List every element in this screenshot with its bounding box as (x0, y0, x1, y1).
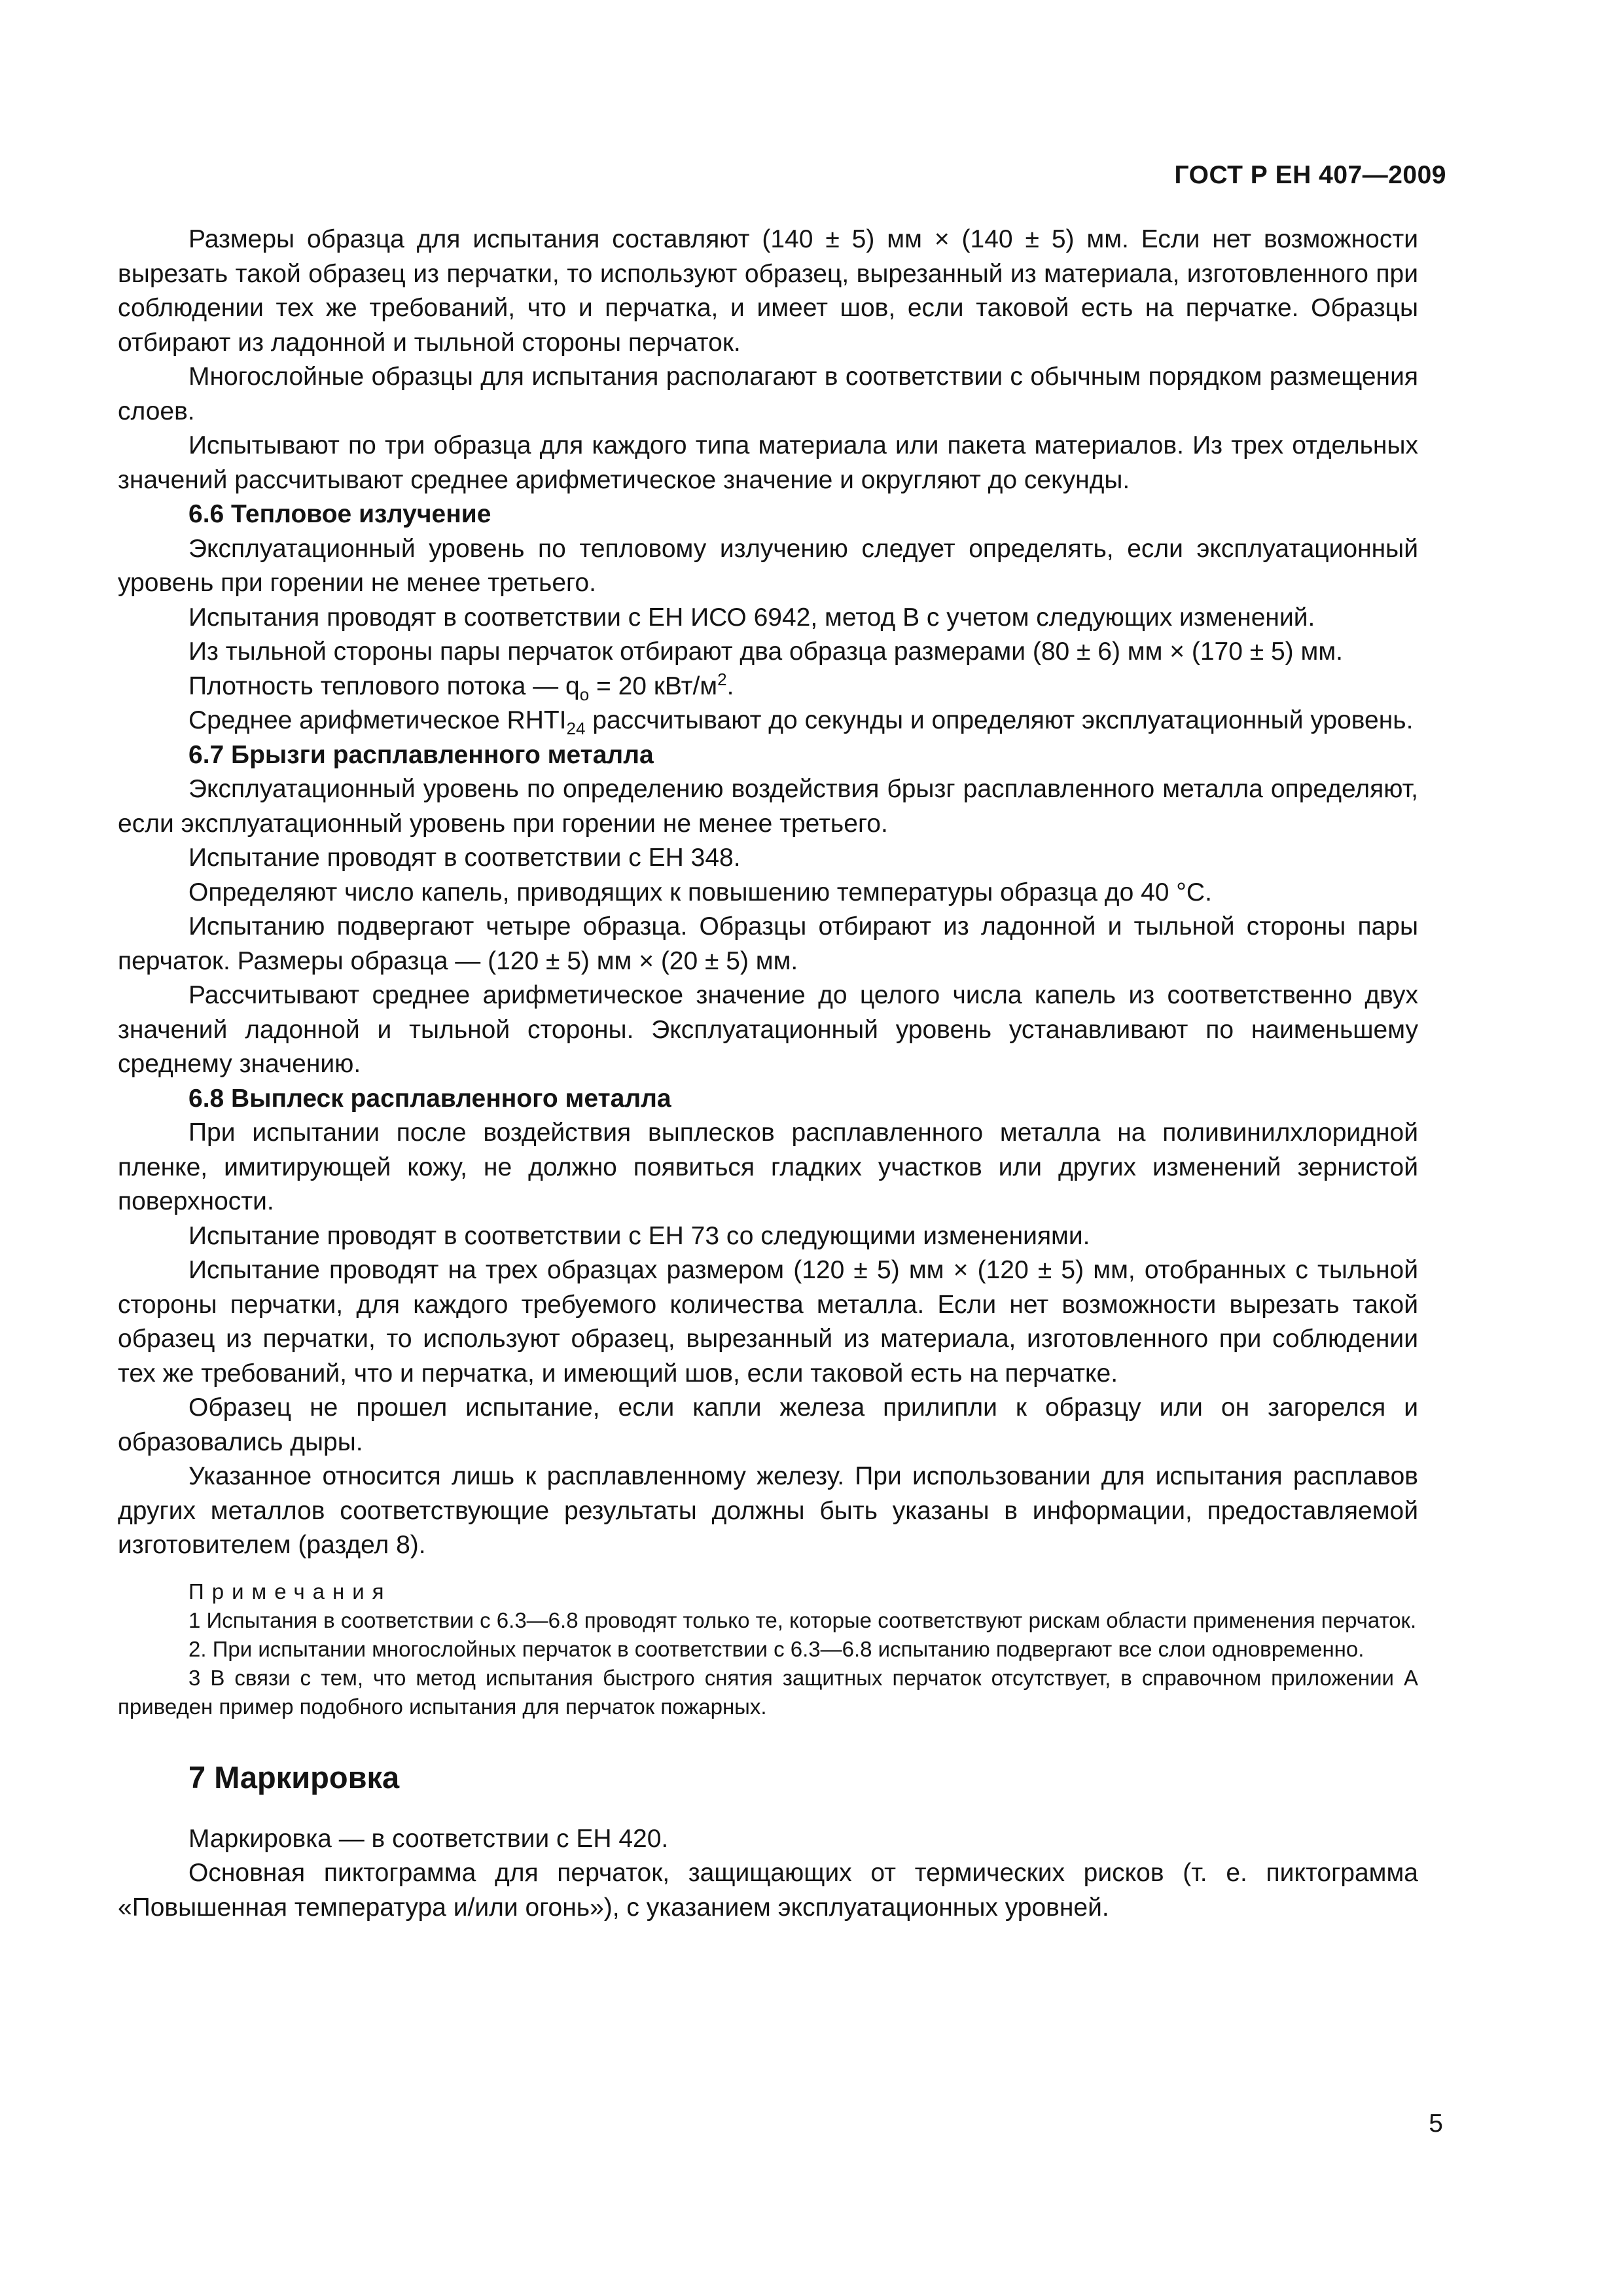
paragraph: Образец не прошел испытание, если капли железа прилипли к образцу или он загорелся и образовались дыры. (118, 1393, 1418, 1456)
superscript: 2 (717, 669, 727, 689)
paragraph: Испытанию подвергают четыре образца. Образцы отбирают из ладонной и тыльной стороны пары перчаток. Размеры образца — (120 ± 5) мм × (20 ± 5) мм. (118, 912, 1418, 975)
document-code: ГОСТ Р ЕН 407—2009 (1174, 161, 1446, 189)
paragraph: Испытание проводят на трех образцах размером (120 ± 5) мм × (120 ± 5) мм, отобранных с тыльной стороны перчатки, для каждого требуемого количества металла. Если нет возможности вырезать такой образец из перчатки, то используют образец, вырезанный из материала, изготовленного при соблюдении тех же требований, что и перчатка, и имеющий шов, если таковой есть на перчатке. (118, 1256, 1418, 1388)
paragraph: Испытания проводят в соответствии с ЕН ИСО 6942, метод В с учетом следующих изменений. (188, 603, 1315, 632)
page-number: 5 (1429, 2109, 1443, 2138)
paragraph: Эксплуатационный уровень по тепловому излучению следует определять, если эксплуатационный уровень при горении не менее третьего. (118, 534, 1418, 597)
paragraph: При испытании после воздействия выплесков расплавленного металла на поливинилхлоридной пленке, имитирующей кожу, не должно появиться гладких участков или других изменений зернистой поверхности. (118, 1119, 1418, 1215)
paragraph: Маркировка — в соответствии с ЕН 420. (188, 1824, 669, 1853)
paragraph: Многослойные образцы для испытания располагают в соответствии с обычным порядком размещения слоев. (118, 363, 1418, 425)
notes-title: Примечания (188, 1579, 392, 1604)
subscript: o (579, 684, 590, 704)
paragraph: Испытывают по три образца для каждого типа материала или пакета материалов. Из трех отдельных значений рассчитывают среднее арифметическое значение и округляют до секунды. (118, 431, 1418, 494)
section-heading-7: 7 Маркировка (188, 1759, 400, 1795)
text-fragment: Среднее арифметическое RHTI (188, 706, 567, 734)
paragraph: Эксплуатационный уровень по определению воздействия брызг расплавленного металла определяют, если эксплуатационный уровень при горении не менее третьего. (118, 775, 1418, 838)
text-fragment: . (726, 672, 734, 700)
paragraph: Указанное относится лишь к расплавленному железу. При использовании для испытания расплавов других металлов соответствующие результаты должны быть указаны в информации, предоставляемой изготовителем (раздел 8). (118, 1462, 1418, 1559)
section-heading-6-8: 6.8 Выплеск расплавленного металла (188, 1084, 671, 1113)
note-item: 1 Испытания в соответствии с 6.3—6.8 проводят только те, которые соответствуют рискам области применения перчаток. (188, 1607, 1417, 1632)
subscript: 24 (566, 718, 586, 738)
text-fragment: Плотность теплового потока — q (188, 672, 580, 700)
section-heading-6-6: 6.6 Тепловое излучение (188, 500, 491, 528)
paragraph: Размеры образца для испытания составляют (140 ± 5) мм × (140 ± 5) мм. Если нет возможности вырезать такой образец из перчатки, то используют образец, вырезанный из материала, изготовленного при соблюдении тех же требований, что и перчатка, и имеет шов, если таковой есть на перчатке. Образцы отбирают из ладонной и тыльной стороны перчаток. (118, 225, 1418, 357)
paragraph: Основная пиктограмма для перчаток, защищающих от термических рисков (т. е. пиктограмма «Повышенная температура и/или огонь»), с указанием эксплуатационных уровней. (118, 1859, 1418, 1922)
text-fragment: рассчитывают до секунды и определяют эксплуатационный уровень. (585, 706, 1414, 734)
paragraph: Рассчитывают среднее арифметическое значение до целого числа капель из соответственно двух значений ладонной и тыльной стороны. Эксплуатационный уровень устанавливают по наименьшему среднему значению. (118, 981, 1418, 1078)
page-content (118, 223, 1418, 1925)
paragraph: Определяют число капель, приводящих к повышению температуры образца до 40 °С. (188, 878, 1212, 906)
section-heading-6-7: 6.7 Брызги расплавленного металла (188, 740, 654, 769)
paragraph: Испытание проводят в соответствии с ЕН 73 со следующими изменениями. (188, 1221, 1090, 1250)
paragraph: Из тыльной стороны пары перчаток отбирают два образца размерами (80 ± 6) мм × (170 ± 5) мм. (188, 637, 1343, 666)
heat-flux-paragraph (118, 670, 1418, 704)
paragraph: Испытание проводят в соответствии с ЕН 348. (188, 844, 741, 872)
note-item: 2. При испытании многослойных перчаток в соответствии с 6.3—6.8 испытанию подвергают все слои одновременно. (188, 1636, 1364, 1661)
text-fragment: = 20 кВт/м (589, 672, 718, 700)
note-item: 3 В связи с тем, что метод испытания быстрого снятия защитных перчаток отсутствует, в справочном приложении А приведен пример подобного испытания для перчаток пожарных. (118, 1665, 1418, 1719)
rhti-paragraph (118, 704, 1418, 738)
